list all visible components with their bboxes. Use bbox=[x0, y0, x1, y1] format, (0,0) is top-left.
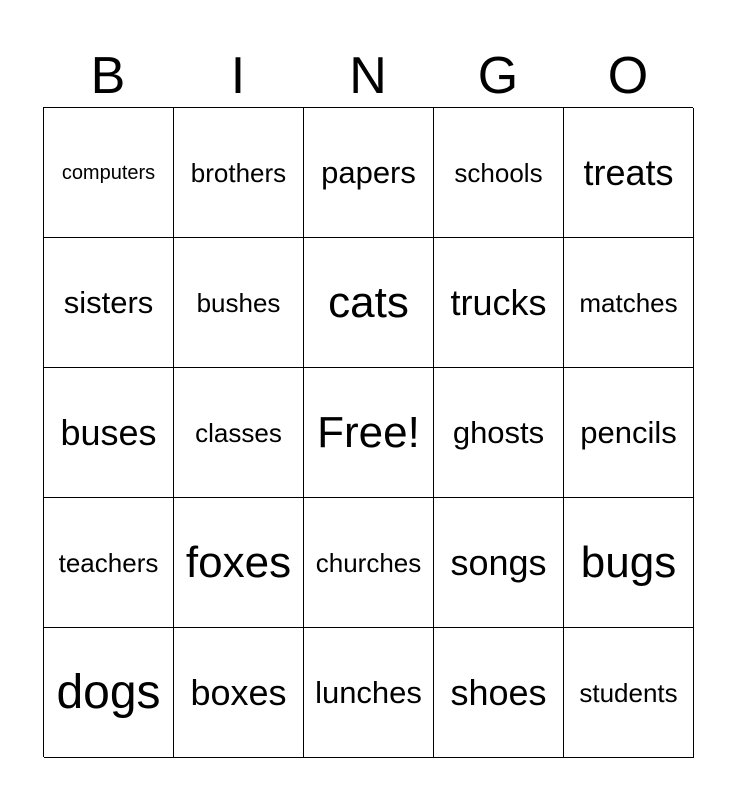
header-letter-i: I bbox=[230, 47, 246, 105]
bingo-cell: computers bbox=[44, 108, 174, 238]
header-letter-o: O bbox=[607, 47, 649, 105]
bingo-cell: buses bbox=[44, 368, 174, 498]
bingo-cell: trucks bbox=[434, 238, 564, 368]
bingo-cell free-space: Free! bbox=[304, 368, 434, 498]
bingo-cell: brothers bbox=[174, 108, 304, 238]
bingo-cell: teachers bbox=[44, 498, 174, 628]
bingo-cell: students bbox=[564, 628, 694, 758]
bingo-cell: sisters bbox=[44, 238, 174, 368]
bingo-board bbox=[43, 107, 693, 757]
bingo-cell: treats bbox=[564, 108, 694, 238]
bingo-cell: cats bbox=[304, 238, 434, 368]
bingo-cell: dogs bbox=[44, 628, 174, 758]
bingo-cell: classes bbox=[174, 368, 304, 498]
bingo-cell: bugs bbox=[564, 498, 694, 628]
bingo-cell: matches bbox=[564, 238, 694, 368]
bingo-cell: schools bbox=[434, 108, 564, 238]
bingo-cell: ghosts bbox=[434, 368, 564, 498]
bingo-cell: bushes bbox=[174, 238, 304, 368]
bingo-cell: churches bbox=[304, 498, 434, 628]
bingo-cell: papers bbox=[304, 108, 434, 238]
header-letter-g: G bbox=[477, 47, 519, 105]
bingo-cell: lunches bbox=[304, 628, 434, 758]
header-letter-b: B bbox=[90, 47, 126, 105]
bingo-cell: pencils bbox=[564, 368, 694, 498]
header-letter-n: N bbox=[349, 47, 387, 105]
bingo-cell: foxes bbox=[174, 498, 304, 628]
bingo-cell: boxes bbox=[174, 628, 304, 758]
bingo-cell: shoes bbox=[434, 628, 564, 758]
bingo-cell: songs bbox=[434, 498, 564, 628]
bingo-header bbox=[43, 46, 693, 106]
